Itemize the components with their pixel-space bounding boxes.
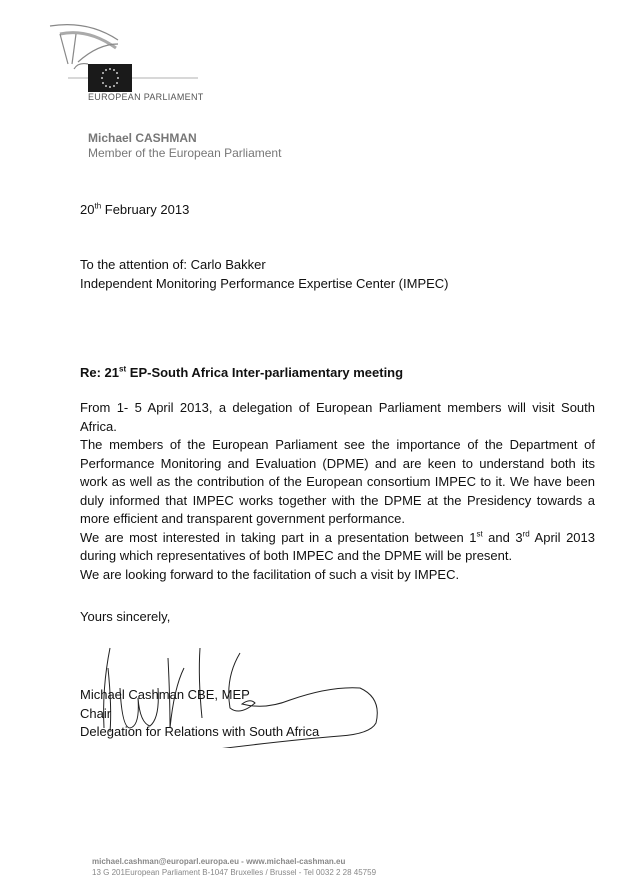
signer-role: Chair <box>80 705 112 721</box>
parliament-hemicycle-icon <box>50 25 118 69</box>
author-name: Michael CASHMAN <box>88 131 197 145</box>
closing: Yours sincerely, <box>80 609 171 624</box>
paragraph <box>80 529 595 566</box>
institution-name: EUROPEAN PARLIAMENT <box>88 92 204 102</box>
letter-date <box>80 201 189 220</box>
paragraph-text: April 2013 during which representatives of both IMPEC and the DPME will be present. <box>80 529 595 563</box>
author-block <box>88 131 281 161</box>
recipient-block <box>80 256 449 293</box>
subject-rest: EP-South Africa Inter-parliamentary meeting <box>126 365 404 380</box>
paragraph-text: We are most interested in taking part in a presentation between 1 <box>80 529 477 545</box>
european-parliament-logo <box>48 14 198 94</box>
paragraph-text: and 3 <box>482 529 523 545</box>
superscript: st <box>476 529 483 539</box>
paragraph: We are looking forward to the facilitation of such a visit by IMPEC. <box>80 566 460 582</box>
recipient-line: To the attention of: Carlo Bakker <box>80 257 266 272</box>
subject-line <box>80 364 403 383</box>
footer-contact: michael.cashman@europarl.europa.eu - www.michael-cashman.eu <box>92 857 346 866</box>
signer-name: Michael Cashman CBE, MEP <box>80 687 250 702</box>
recipient-organization: Independent Monitoring Performance Expertise Center (IMPEC) <box>80 275 449 291</box>
signature-block <box>80 686 319 742</box>
date-day: 20 <box>80 202 95 217</box>
subject-prefix: Re: 21 <box>80 365 120 380</box>
paragraph: From 1- 5 April 2013, a delegation of European Parliament members will visit South Africa. <box>80 400 595 434</box>
footer-address: 13 G 201European Parliament B-1047 Bruxelles / Brussel - Tel 0032 2 28 45759 <box>92 868 377 877</box>
author-title: Member of the European Parliament <box>88 146 282 160</box>
footer <box>92 856 376 878</box>
letter-body <box>80 399 595 584</box>
date-suffix: th <box>94 201 102 211</box>
subject-suffix: st <box>119 364 127 374</box>
superscript: rd <box>522 529 530 539</box>
paragraph: The members of the European Parliament see the importance of the Department of Performance Monitoring and Evaluation (DPME) and are keen to understand both its work as well as the contribution of the European consortium IMPEC to it. We have been duly informed that IMPEC works together with the DPME at the Presidency towards a more efficient and transparent government performance. <box>80 437 595 526</box>
date-rest: February 2013 <box>101 202 190 217</box>
signer-delegation: Delegation for Relations with South Africa <box>80 724 320 739</box>
